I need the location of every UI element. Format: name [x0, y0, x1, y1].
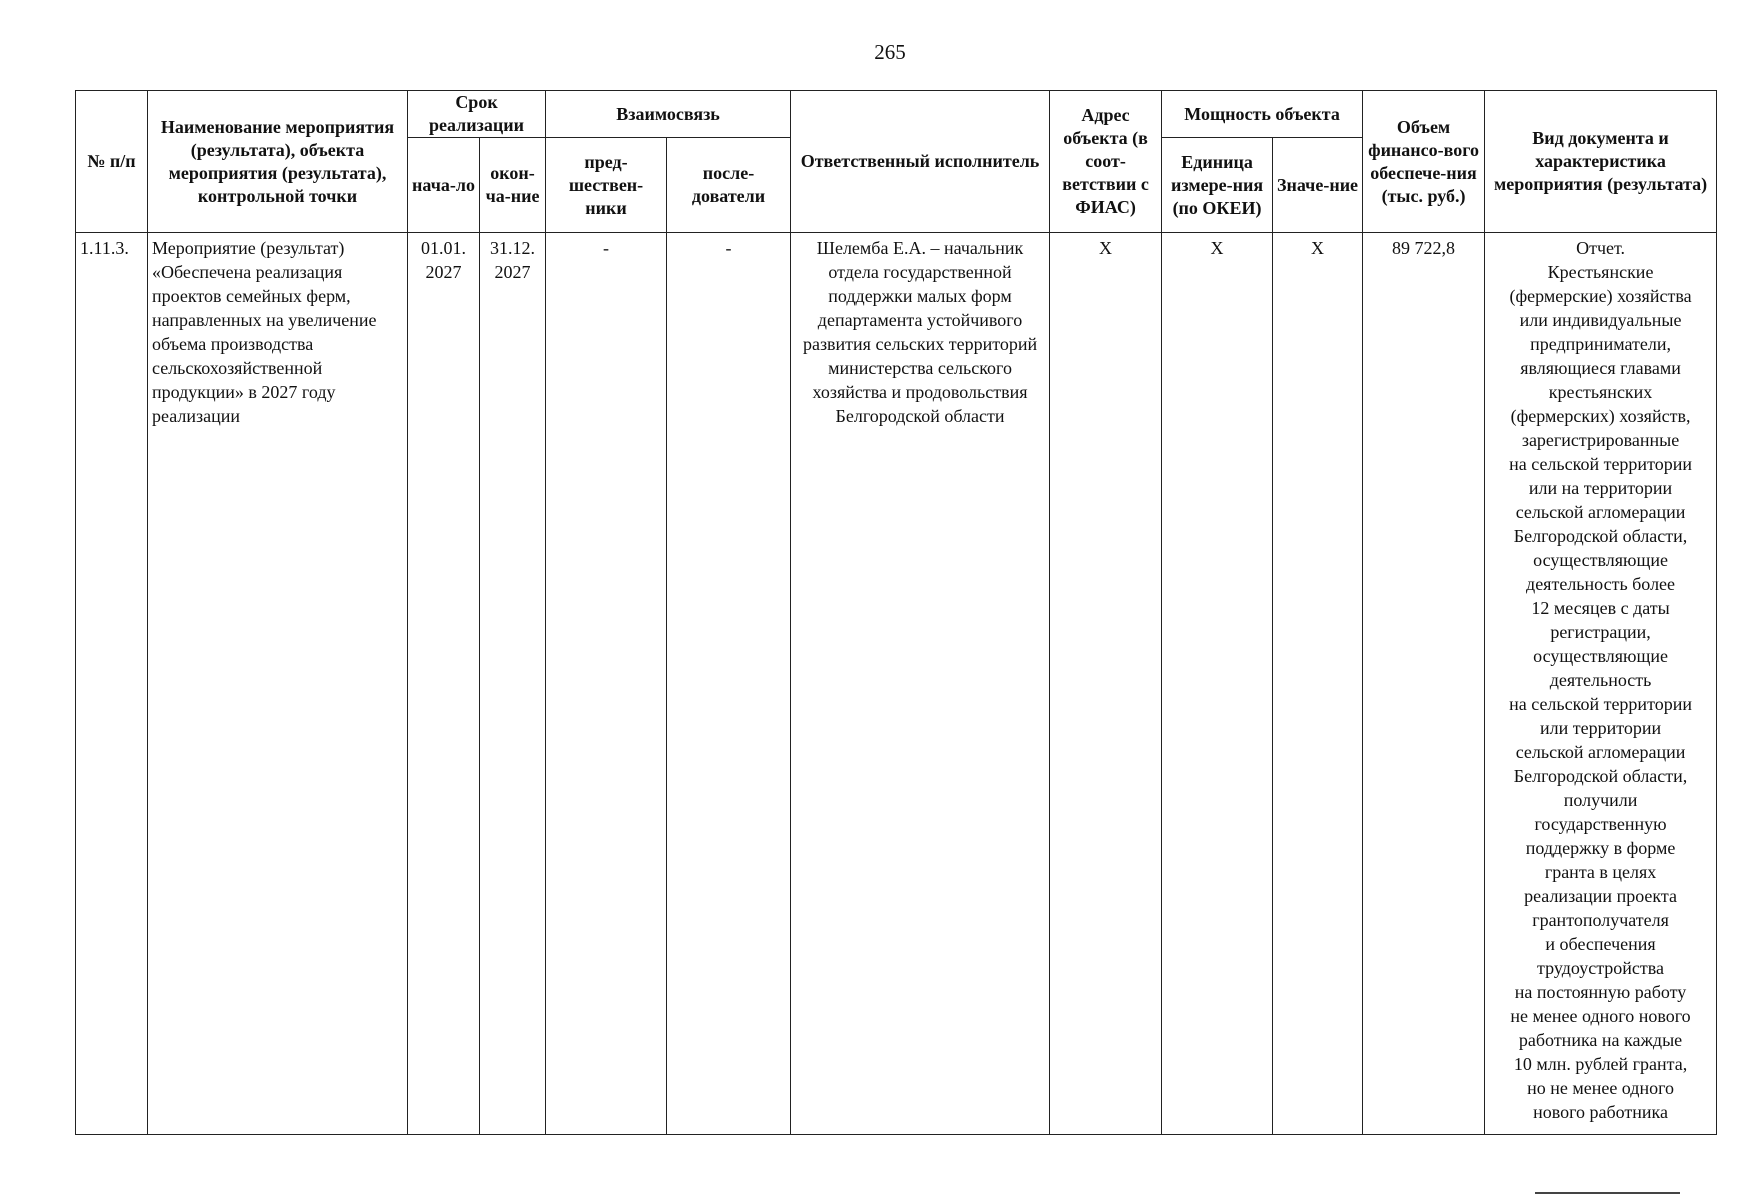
- header-responsible: Ответственный исполнитель: [791, 91, 1050, 233]
- doc-type-line: или индивидуальные: [1519, 310, 1682, 330]
- doc-type-line: на сельской территории: [1509, 454, 1692, 474]
- doc-type-lines: [1489, 236, 1712, 1124]
- doc-type-line: являющиеся главами: [1520, 358, 1681, 378]
- header-capacity: Мощность объекта: [1162, 91, 1363, 138]
- header-period-end: окон-ча-ние: [480, 138, 546, 233]
- doc-type-line: или на территории: [1528, 478, 1673, 498]
- doc-type-line: или территории: [1539, 718, 1662, 738]
- doc-type-line: сельской агломерации: [1515, 502, 1686, 522]
- doc-type-line: Крестьянские: [1547, 262, 1654, 282]
- doc-type-line: (фермерские) хозяйства: [1509, 286, 1692, 306]
- header-link: Взаимосвязь: [546, 91, 791, 138]
- doc-type-line: осуществляющие: [1533, 550, 1668, 570]
- header-finance: Объем финансо-вого обеспече-ния (тыс. руб.): [1363, 91, 1485, 233]
- header-capacity-unit: Единица измере-ния (по ОКЕИ): [1162, 138, 1273, 233]
- doc-type-line: гранта в целях: [1544, 862, 1657, 882]
- doc-type-line: Отчет.: [1576, 238, 1625, 258]
- doc-type-line: поддержку в форме: [1525, 838, 1676, 858]
- doc-type-line: Белгородской области,: [1513, 766, 1688, 786]
- row-address: Х: [1050, 233, 1162, 1135]
- footer-rule: [1535, 1192, 1680, 1194]
- row-num: 1.11.3.: [76, 233, 148, 1135]
- plan-table: [75, 90, 1717, 1135]
- doc-type-line: работника на каждые: [1518, 1030, 1683, 1050]
- row-doc-type: [1485, 233, 1717, 1135]
- row-start: 01.01. 2027: [408, 233, 480, 1135]
- header-doc-type: Вид документа и характеристика мероприятия (результата): [1485, 91, 1717, 233]
- doc-type-line: деятельность более: [1526, 574, 1676, 594]
- header-period: Срок реализации: [408, 91, 546, 138]
- doc-type-line: зарегистрированные: [1521, 430, 1680, 450]
- doc-type-line: на постоянную работу: [1514, 982, 1687, 1002]
- doc-type-line: 12 месяцев с даты: [1531, 598, 1670, 618]
- row-responsible: Шелемба Е.А. – начальник отдела государственной поддержки малых форм департамента устойчивого развития сельских территорий министерства сельского хозяйства и продовольствия Белгородской области: [791, 233, 1050, 1135]
- doc-type-line: и обеспечения: [1545, 934, 1656, 954]
- header-name: Наименование мероприятия (результата), объекта мероприятия (результата), контрольной точки: [148, 91, 408, 233]
- header-period-start: нача-ло: [408, 138, 480, 233]
- doc-type-line: осуществляющие: [1533, 646, 1668, 666]
- header-capacity-value: Значе-ние: [1273, 138, 1363, 233]
- header-num: № п/п: [76, 91, 148, 233]
- row-pred: -: [546, 233, 667, 1135]
- row-name: Мероприятие (результат) «Обеспечена реализация проектов семейных ферм, направленных на увеличение объема производства сельскохозяйственной продукции» в 2027 году реализации: [148, 233, 408, 1135]
- page-number: 265: [874, 40, 906, 64]
- row-end: 31.12. 2027: [480, 233, 546, 1135]
- doc-type-line: не менее одного нового: [1510, 1006, 1691, 1026]
- doc-type-line: регистрации,: [1550, 622, 1651, 642]
- doc-type-line: грантополучателя: [1532, 910, 1669, 930]
- doc-type-line: сельской агломерации: [1515, 742, 1686, 762]
- doc-type-line: нового работника: [1533, 1102, 1669, 1122]
- doc-type-line: государственную: [1534, 814, 1667, 834]
- header-link-pred: пред-шествен-ники: [546, 138, 667, 233]
- doc-type-line: 10 млн. рублей гранта,: [1513, 1054, 1688, 1074]
- doc-type-line: Белгородской области,: [1513, 526, 1688, 546]
- header-link-succ: после-дователи: [667, 138, 791, 233]
- row-succ: -: [667, 233, 791, 1135]
- doc-type-line: трудоустройства: [1537, 958, 1665, 978]
- table-row: [76, 233, 1717, 1135]
- doc-type-line: предприниматели,: [1530, 334, 1671, 354]
- row-value: Х: [1273, 233, 1363, 1135]
- doc-type-line: деятельность: [1549, 670, 1652, 690]
- doc-type-line: реализации проекта: [1524, 886, 1677, 906]
- doc-type-line: на сельской территории: [1509, 694, 1692, 714]
- header-address: Адрес объекта (в соот-ветствии с ФИАС): [1050, 91, 1162, 233]
- doc-type-line: получили: [1563, 790, 1638, 810]
- doc-type-line: крестьянских: [1548, 382, 1653, 402]
- row-finance: 89 722,8: [1363, 233, 1485, 1135]
- doc-type-line: но не менее одного: [1527, 1078, 1675, 1098]
- doc-type-line: (фермерских) хозяйств,: [1510, 406, 1691, 426]
- row-unit: Х: [1162, 233, 1273, 1135]
